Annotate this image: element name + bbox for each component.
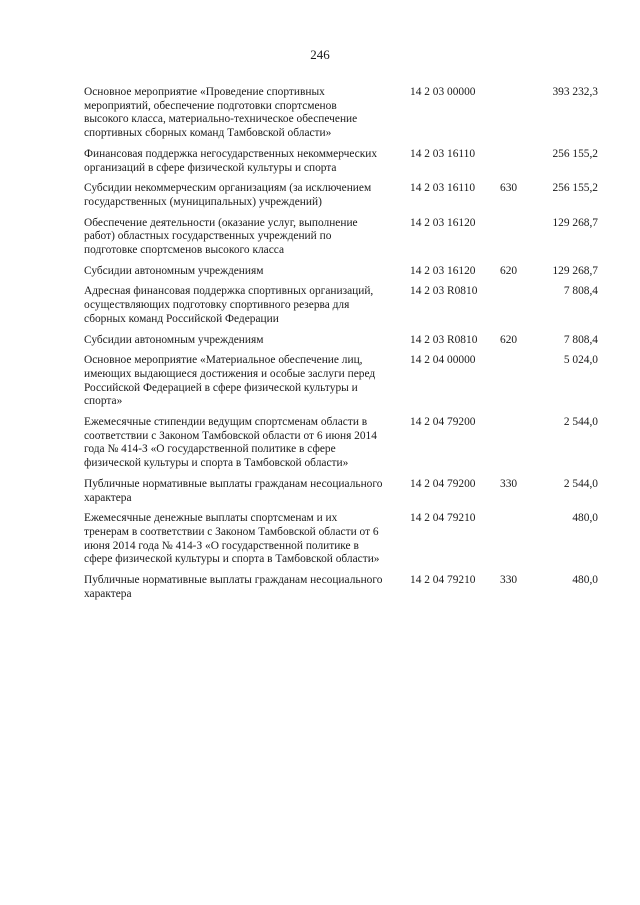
row-amount: 7 808,4 bbox=[563, 285, 598, 298]
table-row bbox=[84, 478, 604, 505]
page-number: 246 bbox=[310, 47, 330, 62]
row-description: Публичные нормативные выплаты гражданам несоциального характера bbox=[84, 574, 383, 600]
row-amount: 2 544,0 bbox=[563, 477, 598, 490]
row-expense-type: 620 bbox=[500, 264, 518, 277]
table-row bbox=[84, 512, 604, 567]
table-row bbox=[84, 285, 604, 326]
table-row bbox=[84, 334, 604, 348]
row-code: 14 2 03 16120 bbox=[410, 264, 476, 277]
row-expense-type: 620 bbox=[500, 333, 518, 346]
row-code: 14 2 03 R0810 bbox=[410, 333, 478, 346]
row-amount: 5 024,0 bbox=[563, 354, 598, 367]
row-code: 14 2 04 00000 bbox=[410, 354, 476, 367]
row-amount: 393 232,3 bbox=[552, 86, 598, 98]
table-row bbox=[84, 217, 604, 258]
row-description: Основное мероприятие «Проведение спортивных мероприятий, обеспечение подготовки спортсменов высокого класса, материально-техническое обеспечение спортивных сборных команд Тамбовской области» bbox=[84, 86, 358, 140]
row-description: Ежемесячные денежные выплаты спортсменам и их тренерам в соответствии с Законом Тамбовской области от 6 июня 2014 года № 414-З «О государственной политике в сфере физической культуры и спорта в Тамбовской области» bbox=[84, 512, 380, 566]
row-code: 14 2 03 16110 bbox=[410, 182, 476, 195]
row-description: Публичные нормативные выплаты гражданам несоциального характера bbox=[84, 477, 383, 504]
row-amount: 129 268,7 bbox=[552, 216, 598, 229]
budget-table bbox=[84, 86, 604, 609]
row-amount: 256 155,2 bbox=[552, 147, 598, 160]
row-description: Основное мероприятие «Материальное обеспечение лиц, имеющих выдающиеся достижения и особые заслуги перед Российской Федерацией в сфере физической культуры и спорта» bbox=[84, 354, 376, 408]
row-amount: 129 268,7 bbox=[552, 264, 598, 277]
row-amount: 2 544,0 bbox=[563, 416, 598, 429]
row-amount: 480,0 bbox=[572, 574, 598, 587]
row-code: 14 2 04 79200 bbox=[410, 416, 476, 429]
table-row bbox=[84, 182, 604, 209]
row-description: Обеспечение деятельности (оказание услуг, выполнение работ) областных государственных учреждений по подготовке спортсменов высокого класса bbox=[84, 216, 358, 257]
row-code: 14 2 03 R0810 bbox=[410, 285, 478, 298]
row-code: 14 2 03 00000 bbox=[410, 86, 476, 98]
row-code: 14 2 04 79210 bbox=[410, 574, 476, 587]
row-expense-type: 330 bbox=[500, 574, 518, 587]
row-code: 14 2 03 16120 bbox=[410, 216, 476, 229]
row-amount: 480,0 bbox=[572, 512, 598, 525]
row-description: Финансовая поддержка негосударственных некоммерческих организаций в сфере физической культуры и спорта bbox=[84, 147, 378, 174]
row-amount: 7 808,4 bbox=[563, 333, 598, 346]
table-row bbox=[84, 354, 604, 409]
table-row bbox=[84, 265, 604, 279]
row-description: Субсидии некоммерческим организациям (за исключением государственных (муниципальных) учреждений) bbox=[84, 182, 372, 208]
table-row bbox=[84, 86, 604, 141]
row-amount: 256 155,2 bbox=[552, 182, 598, 195]
row-code: 14 2 04 79210 bbox=[410, 512, 476, 525]
row-description: Субсидии автономным учреждениям bbox=[84, 264, 264, 277]
row-description: Субсидии автономным учреждениям bbox=[84, 333, 264, 346]
row-expense-type: 630 bbox=[500, 182, 518, 195]
table-row bbox=[84, 416, 604, 471]
row-description: Ежемесячные стипендии ведущим спортсменам области в соответствии с Законом Тамбовской области от 6 июня 2014 года № 414-З «О государственной политике в сфере физической культуры и спорта в Тамбовской области» bbox=[84, 416, 377, 470]
row-expense-type: 330 bbox=[500, 477, 518, 490]
row-code: 14 2 03 16110 bbox=[410, 147, 476, 160]
row-code: 14 2 04 79200 bbox=[410, 477, 476, 490]
row-description: Адресная финансовая поддержка спортивных организаций, осуществляющих подготовку спортивного резерва для сборных команд Российской Федерации bbox=[84, 285, 374, 325]
table-row bbox=[84, 148, 604, 175]
table-row bbox=[84, 574, 604, 601]
